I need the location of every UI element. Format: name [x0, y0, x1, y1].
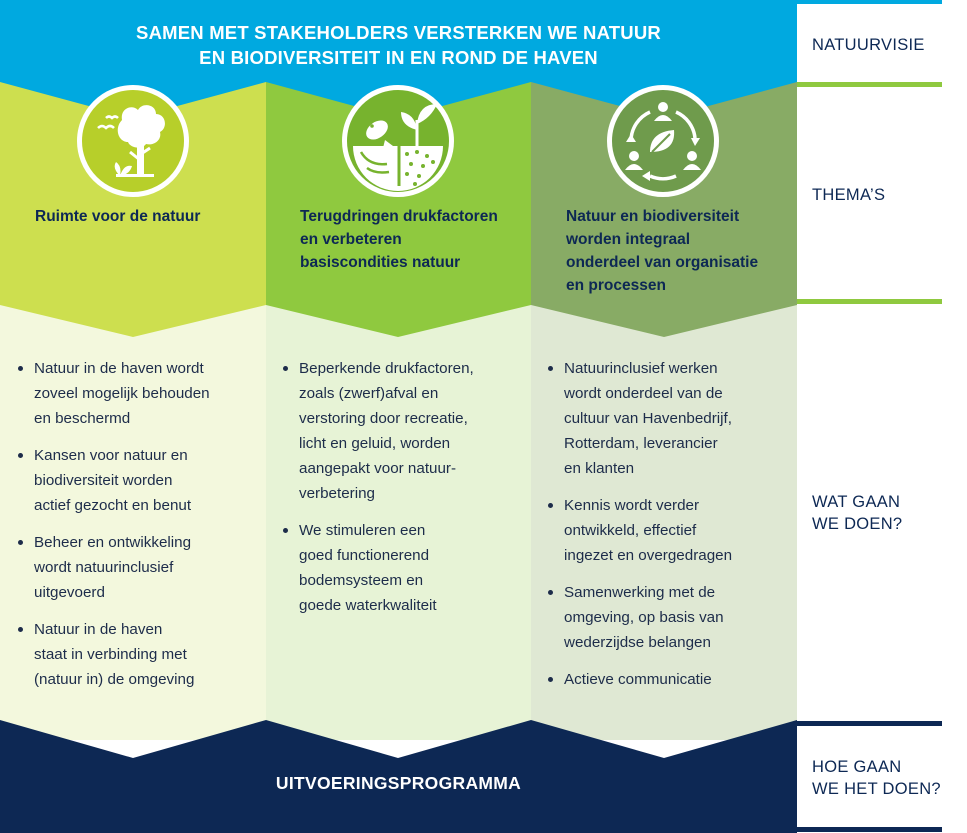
action-item-line: We stimuleren een: [299, 522, 426, 539]
action-item-line: bodemsysteem en: [299, 572, 424, 589]
action-item-line: wederzijdse belangen: [564, 634, 711, 651]
action-item: [17, 617, 210, 692]
action-item-line: zoveel mogelijk behouden: [34, 385, 210, 402]
action-item-line: Natuur in de haven: [34, 621, 163, 638]
action-item-line: wordt onderdeel van de: [564, 385, 723, 402]
action-item: [282, 356, 474, 506]
action-item-line: Kansen voor natuur en: [34, 447, 188, 464]
action-item-line: staat in verbinding met: [34, 646, 187, 663]
side-label-wat-line-1: WAT GAAN: [812, 493, 901, 511]
side-rule-1: [797, 82, 942, 87]
action-item-line: Samenwerking met de: [564, 584, 716, 601]
people-cycle-leaf-icon: [612, 90, 714, 192]
action-item: [547, 493, 732, 568]
col2-actions-list: [282, 356, 474, 630]
action-item: [17, 356, 210, 431]
theme-title-line: en processen: [566, 277, 666, 294]
vision-banner-title: [0, 20, 797, 70]
action-item-line: (natuur in) de omgeving: [34, 671, 195, 688]
theme-2-circle: [342, 85, 454, 197]
action-item: [17, 530, 210, 605]
action-item-line: Natuurinclusief werken: [564, 360, 718, 377]
action-item: [547, 356, 732, 481]
theme-3-title: [566, 205, 758, 297]
side-rule-2: [797, 299, 942, 304]
action-item-line: goed functionerend: [299, 547, 430, 564]
theme-title-line: en verbeteren: [300, 231, 402, 248]
theme-title-line: basiscondities natuur: [300, 254, 461, 271]
banner-line-2: EN BIODIVERSITEIT IN EN ROND DE HAVEN: [199, 47, 598, 68]
action-item-line: verstoring door recreatie,: [299, 410, 468, 427]
tree-birds-icon: [82, 90, 184, 192]
action-item-line: wordt natuurinclusief: [34, 559, 174, 576]
side-label-hoe-gaan-we-het-doen: [812, 756, 941, 800]
action-item-line: biodiversiteit worden: [34, 472, 173, 489]
action-item-line: zoals (zwerf)afval en: [299, 385, 439, 402]
action-item-line: verbetering: [299, 485, 375, 502]
action-item: [547, 667, 732, 692]
action-item-line: actief gezocht en benut: [34, 497, 192, 514]
action-item: [282, 518, 474, 618]
action-item: [547, 580, 732, 655]
theme-1-title: [35, 205, 200, 228]
side-label-natuurvisie-text: NATUURVISIE: [812, 36, 925, 54]
theme-title-line: Ruimte voor de natuur: [35, 208, 201, 225]
action-item-line: Rotterdam, leverancier: [564, 435, 718, 452]
col1-actions-list: [17, 356, 210, 704]
side-label-themas-text: THEMA’S: [812, 186, 886, 204]
side-rule-4: [797, 827, 942, 832]
theme-1-circle: [77, 85, 189, 197]
banner-line-1: SAMEN MET STAKEHOLDERS VERSTERKEN WE NATUUR: [136, 22, 661, 43]
theme-title-line: onderdeel van organisatie: [566, 254, 759, 271]
side-label-hoe-line-2: WE HET DOEN?: [812, 780, 941, 798]
execution-program-label: UITVOERINGSPROGRAMMA: [275, 773, 522, 793]
theme-title-line: worden integraal: [566, 231, 691, 248]
action-item-line: ontwikkeld, effectief: [564, 522, 697, 539]
action-item-line: Beheer en ontwikkeling: [34, 534, 192, 551]
action-item-line: Beperkende drukfactoren,: [299, 360, 474, 377]
theme-2-title: [300, 205, 498, 274]
theme-title-line: Natuur en biodiversiteit: [566, 208, 740, 225]
action-item: [17, 443, 210, 518]
side-label-natuurvisie: [812, 34, 925, 56]
action-item-line: en klanten: [564, 460, 635, 477]
action-item-line: uitgevoerd: [34, 584, 105, 601]
action-item-line: Natuur in de haven wordt: [34, 360, 204, 377]
action-item-line: aangepakt voor natuur-: [299, 460, 457, 477]
side-label-wat-gaan-we-doen: [812, 491, 902, 535]
side-rule-top: [797, 0, 942, 4]
action-item-line: Actieve communicatie: [564, 671, 712, 688]
action-item-line: omgeving, op basis van: [564, 609, 724, 626]
action-item-line: licht en geluid, worden: [299, 435, 451, 452]
theme-3-circle: [607, 85, 719, 197]
side-label-wat-line-2: WE DOEN?: [812, 515, 903, 533]
action-item-line: Kennis wordt verder: [564, 497, 700, 514]
side-label-hoe-line-1: HOE GAAN: [812, 758, 902, 776]
action-item-line: en beschermd: [34, 410, 131, 427]
col3-actions-list: [547, 356, 732, 704]
action-item-line: cultuur van Havenbedrijf,: [564, 410, 732, 427]
action-item-line: ingezet en overgedragen: [564, 547, 733, 564]
action-item-line: goede waterkwaliteit: [299, 597, 437, 614]
side-rule-3: [797, 721, 942, 726]
side-label-themas: [812, 184, 885, 206]
theme-title-line: Terugdringen drukfactoren: [300, 208, 498, 225]
fish-plant-soil-icon: [347, 90, 449, 192]
